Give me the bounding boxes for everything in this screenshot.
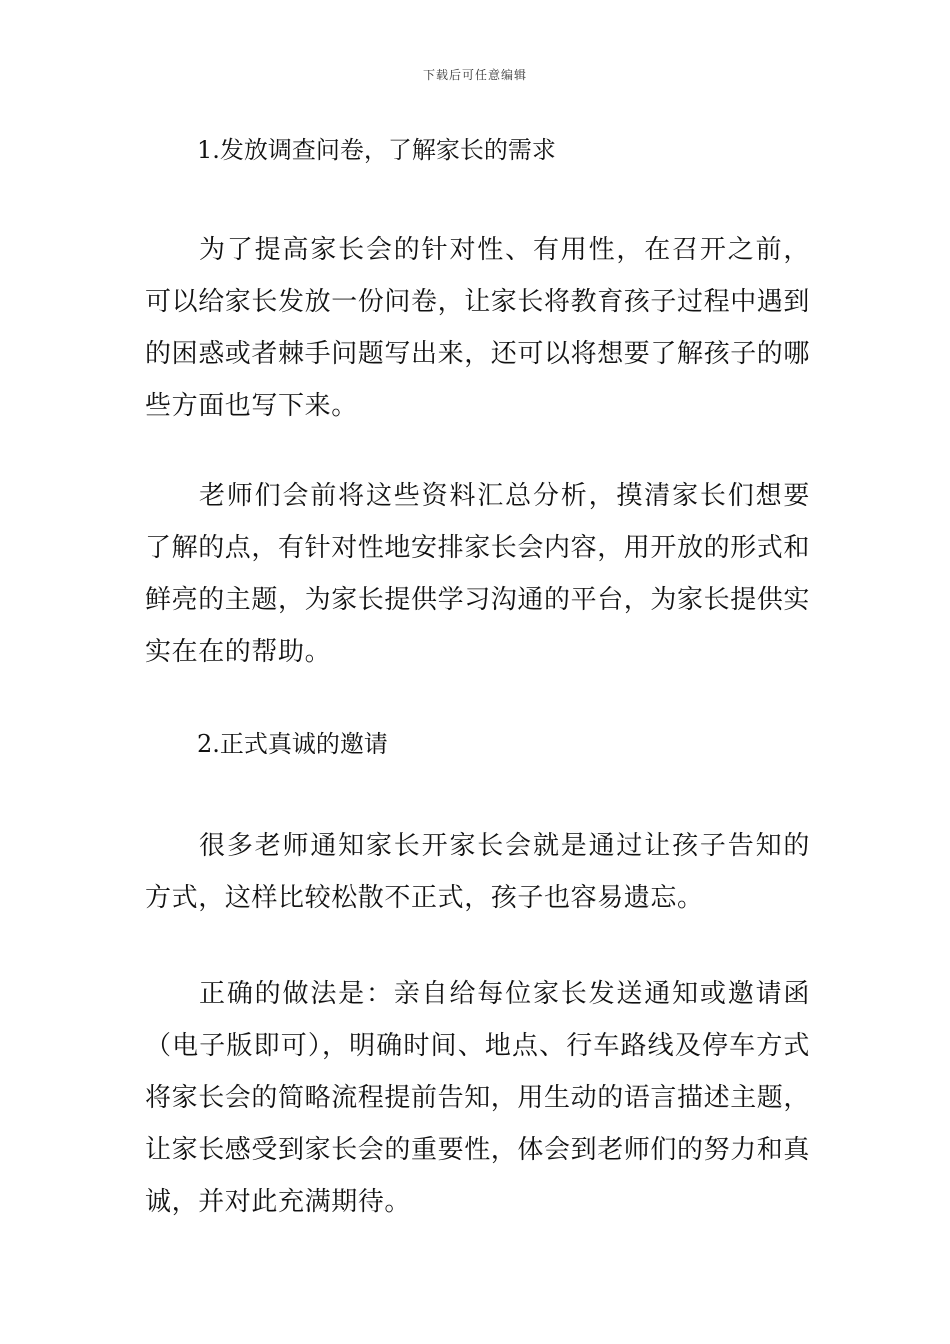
paragraph-1-2: 老师们会前将这些资料汇总分析，摸清家长们想要了解的点，有针对性地安排家长会内容，用开放的形式和鲜亮的主题，为家长提供学习沟通的平台，为家长提供实实在在的帮助。 bbox=[145, 481, 811, 667]
paragraph-1-1: 为了提高家长会的针对性、有用性，在召开之前，可以给家长发放一份问卷，让家长将教育孩子过程中遇到的困惑或者棘手问题写出来，还可以将想要了解孩子的哪些方面也写下来。 bbox=[145, 235, 811, 421]
section-heading-1: 1.发放调查问卷，了解家长的需求 bbox=[197, 136, 556, 164]
page-header-note: 下载后可任意编辑 bbox=[422, 68, 527, 82]
paragraph-2-1: 很多老师通知家长开家长会就是通过让孩子告知的方式，这样比较松散不正式，孩子也容易遗忘。 bbox=[145, 831, 810, 913]
section-heading-2: 2.正式真诚的邀请 bbox=[197, 730, 388, 758]
paragraph-2-2: 正确的做法是：亲自给每位家长发送通知或邀请函（电子版即可），明确时间、地点、行车路线及停车方式将家长会的简略流程提前告知，用生动的语言描述主题，让家长感受到家长会的重要性，体会到老师们的努力和真诚，并对此充满期待。 bbox=[145, 979, 811, 1217]
